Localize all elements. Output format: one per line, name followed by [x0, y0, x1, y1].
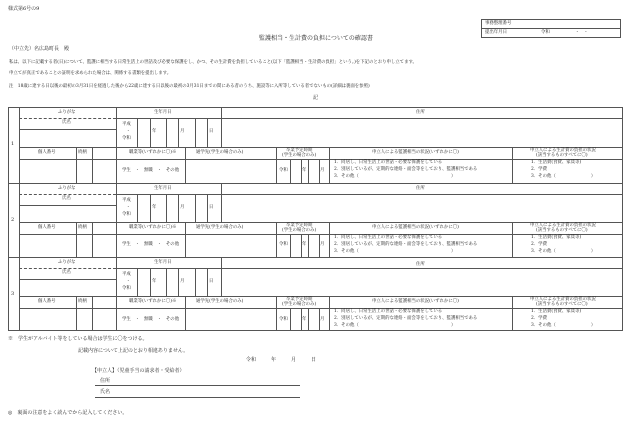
burden-option-1-1[interactable]: 1．生活費(食費、家賃等) [531, 160, 582, 165]
signature-date: 令和 年 月 日 [246, 357, 317, 363]
dob-day-3: 日 [209, 279, 214, 284]
address-label-1: 住所 [416, 110, 425, 115]
situation-label-1: 申立人による監護相当の状況(いずれかに〇) [372, 150, 459, 155]
kojin-label-2: 個人番号 [38, 225, 56, 230]
applicant-name-line[interactable] [95, 397, 300, 398]
burden-option-2-2[interactable]: 2．学費 [531, 242, 547, 247]
era-dot-1: ・ [126, 129, 131, 134]
document-title: 監護相当・生計費の負担についての確認書 [259, 35, 373, 42]
grad-era-3: 令和 [279, 317, 288, 322]
job-options-1[interactable]: 学生 ・ 無職 ・ その他 [122, 168, 180, 173]
admin-date-dots: ・ ・ [575, 30, 589, 35]
situation-option-1-2[interactable]: 2．別居しているが、定期的な連絡・面会等をしており、監護相当である [334, 167, 478, 172]
era-reiwa-1: 令和 [122, 136, 131, 141]
kojin-label-3: 個人番号 [38, 299, 56, 304]
burden-label-3a: 申立人による生計費の負担の状況 [530, 297, 596, 302]
row-number-2: 2 [11, 217, 15, 223]
situation-label-3: 申立人による監護相当の状況(いずれかに〇) [372, 299, 459, 304]
burden-option-2-1[interactable]: 1．生活費(食費、家賃等) [531, 235, 582, 240]
burden-option-3-3[interactable]: 3．その他（ ） [531, 323, 596, 328]
era-dot-3: ・ [126, 279, 131, 284]
school-label-2: 通学先(学生の場合のみ) [196, 225, 244, 230]
applicant-address-line[interactable] [95, 385, 300, 386]
applicant-address-label: 住所 [100, 378, 111, 384]
burden-option-2-3[interactable]: 3．その他（ ） [531, 249, 596, 254]
school-label-1: 通学先(学生の場合のみ) [196, 150, 244, 155]
era-reiwa-2: 令和 [122, 212, 131, 217]
situation-option-2-2[interactable]: 2．別居しているが、定期的な連絡・面会等をしており、監護相当である [334, 242, 478, 247]
job-options-3[interactable]: 学生 ・ 無職 ・ その他 [122, 317, 180, 322]
row-number-3: 3 [11, 291, 15, 297]
situation-option-3-2[interactable]: 2．別居しているが、定期的な連絡・面会等をしており、監護相当である [334, 316, 478, 321]
intro-line-1: 私は、以下に記載する者(日)について、監護に相当する日常生活上の世話及び必要な保護をし、かつ、その生計費を負担していること(以下「監護相当・生計費の負担」という。)を下記のとおり申し立てます。 [9, 60, 417, 65]
furigana-label-3: ふりがな [58, 260, 76, 265]
row-number-1: 1 [11, 141, 15, 147]
address-label-2: 住所 [416, 186, 425, 191]
job-label-2: 職業等(いずれかに〇)※ [129, 225, 177, 230]
era-reiwa-3: 令和 [122, 286, 131, 291]
dob-label-3: 生年月日 [154, 260, 172, 265]
grad-label-2a: 卒業予定時期 [286, 223, 313, 228]
back-side-note: ◎ 裏面の注意をよく読んでから記入してください。 [8, 410, 128, 416]
dob-day-1: 日 [209, 129, 214, 134]
grad-year-1: 年 [302, 168, 307, 173]
grad-era-2: 令和 [279, 242, 288, 247]
name-label-2: 氏名 [62, 196, 71, 201]
grad-label-3a: 卒業予定時期 [286, 297, 313, 302]
situation-option-2-1[interactable]: 1．同居し、日常生活上の世話・必要な保護をしている [334, 235, 443, 240]
grad-year-3: 年 [302, 317, 307, 322]
grad-label-3b: (学生の場合のみ) [282, 302, 317, 307]
dob-year-1: 年 [152, 129, 157, 134]
grad-era-1: 令和 [279, 168, 288, 173]
situation-option-2-3[interactable]: 3．その他（ ） [334, 249, 456, 254]
dob-label-2: 生年月日 [154, 186, 172, 191]
zokugara-label-1: 続柄 [78, 150, 87, 155]
school-label-3: 通学先(学生の場合のみ) [196, 299, 244, 304]
name-label-1: 氏名 [62, 120, 71, 125]
form-number: 様式第6号の9 [8, 6, 40, 12]
era-heisei-3: 平成 [122, 272, 131, 277]
footnote-student: ※ 学生がアルバイト等をしている場合は学生に〇をつける。 [8, 336, 148, 342]
burden-label-3b: (該当するものすべてに〇) [536, 302, 588, 307]
zokugara-label-2: 続柄 [78, 225, 87, 230]
situation-option-3-1[interactable]: 1．同居し、日常生活上の世話・必要な保護をしている [334, 309, 443, 314]
burden-label-2a: 申立人による生計費の負担の状況 [530, 223, 596, 228]
applicant-name-label: 氏名 [100, 389, 111, 395]
dob-year-3: 年 [152, 279, 157, 284]
confirm-statement: 記載内容について上記のとおり相違ありません。 [78, 348, 189, 354]
dob-month-3: 月 [180, 279, 185, 284]
dob-day-2: 日 [209, 205, 214, 210]
grad-label-1a: 卒業予定時期 [286, 148, 313, 153]
grad-label-1b: (学生の場合のみ) [282, 153, 317, 158]
burden-option-3-2[interactable]: 2．学費 [531, 316, 547, 321]
admin-label-date: 提出年月日 [485, 30, 507, 35]
burden-option-1-2[interactable]: 2．学費 [531, 167, 547, 172]
job-options-2[interactable]: 学生 ・ 無職 ・ その他 [122, 242, 180, 247]
ki-heading: 記 [313, 95, 319, 101]
furigana-label-1: ふりがな [58, 110, 76, 115]
dob-label-1: 生年月日 [154, 110, 172, 115]
address-label-3: 住所 [416, 262, 425, 267]
admin-label-number: 事務整理番号 [485, 21, 512, 26]
grad-month-2: 月 [320, 242, 325, 247]
burden-label-1b: (該当するものすべてに〇) [536, 153, 588, 158]
burden-label-1a: 申立人による生計費の負担の状況 [530, 148, 596, 153]
job-label-1: 職業等(いずれかに〇)※ [129, 150, 177, 155]
situation-option-1-3[interactable]: 3．その他（ ） [334, 174, 456, 179]
burden-option-3-1[interactable]: 1．生活費(食費、家賃等) [531, 309, 582, 314]
era-heisei-2: 平成 [122, 198, 131, 203]
dob-year-2: 年 [152, 205, 157, 210]
grad-year-2: 年 [302, 242, 307, 247]
job-label-3: 職業等(いずれかに〇)※ [129, 299, 177, 304]
dob-month-2: 月 [180, 205, 185, 210]
burden-option-1-3[interactable]: 3．その他（ ） [531, 174, 596, 179]
furigana-label-2: ふりがな [58, 186, 76, 191]
applicant-title: 【申立人】（児童手当の請求者・受給者） [92, 368, 185, 374]
situation-option-3-3[interactable]: 3．その他（ ） [334, 323, 456, 328]
burden-label-2b: (該当するものすべてに〇) [536, 228, 588, 233]
grad-month-1: 月 [320, 168, 325, 173]
zokugara-label-3: 続柄 [78, 299, 87, 304]
era-dot-2: ・ [126, 205, 131, 210]
admin-era: 令和 [541, 30, 550, 35]
name-label-3: 氏名 [62, 270, 71, 275]
grad-label-2b: (学生の場合のみ) [282, 228, 317, 233]
grad-month-3: 月 [320, 317, 325, 322]
situation-option-1-1[interactable]: 1．同居し、日常生活上の世話・必要な保護をしている [334, 160, 443, 165]
intro-line-2: 申立てが真正であることの証明を求められた場合は、関係する書類を提出します。 [9, 71, 172, 76]
situation-label-2: 申立人による監護相当の状況(いずれかに〇) [372, 225, 459, 230]
era-heisei-1: 平成 [122, 122, 131, 127]
note-age-range: 注 18歳に達する日以後の最初の3月31日を経過した後から22歳に達する日以後の最初の3月31日までの間にある者のうち、施設等に入所等している者でないもの(詳細は裏面を参照) [9, 84, 370, 89]
addressee: （中立先）名広島町長 殿 [9, 46, 70, 52]
dob-month-1: 月 [180, 129, 185, 134]
kojin-label-1: 個人番号 [38, 150, 56, 155]
